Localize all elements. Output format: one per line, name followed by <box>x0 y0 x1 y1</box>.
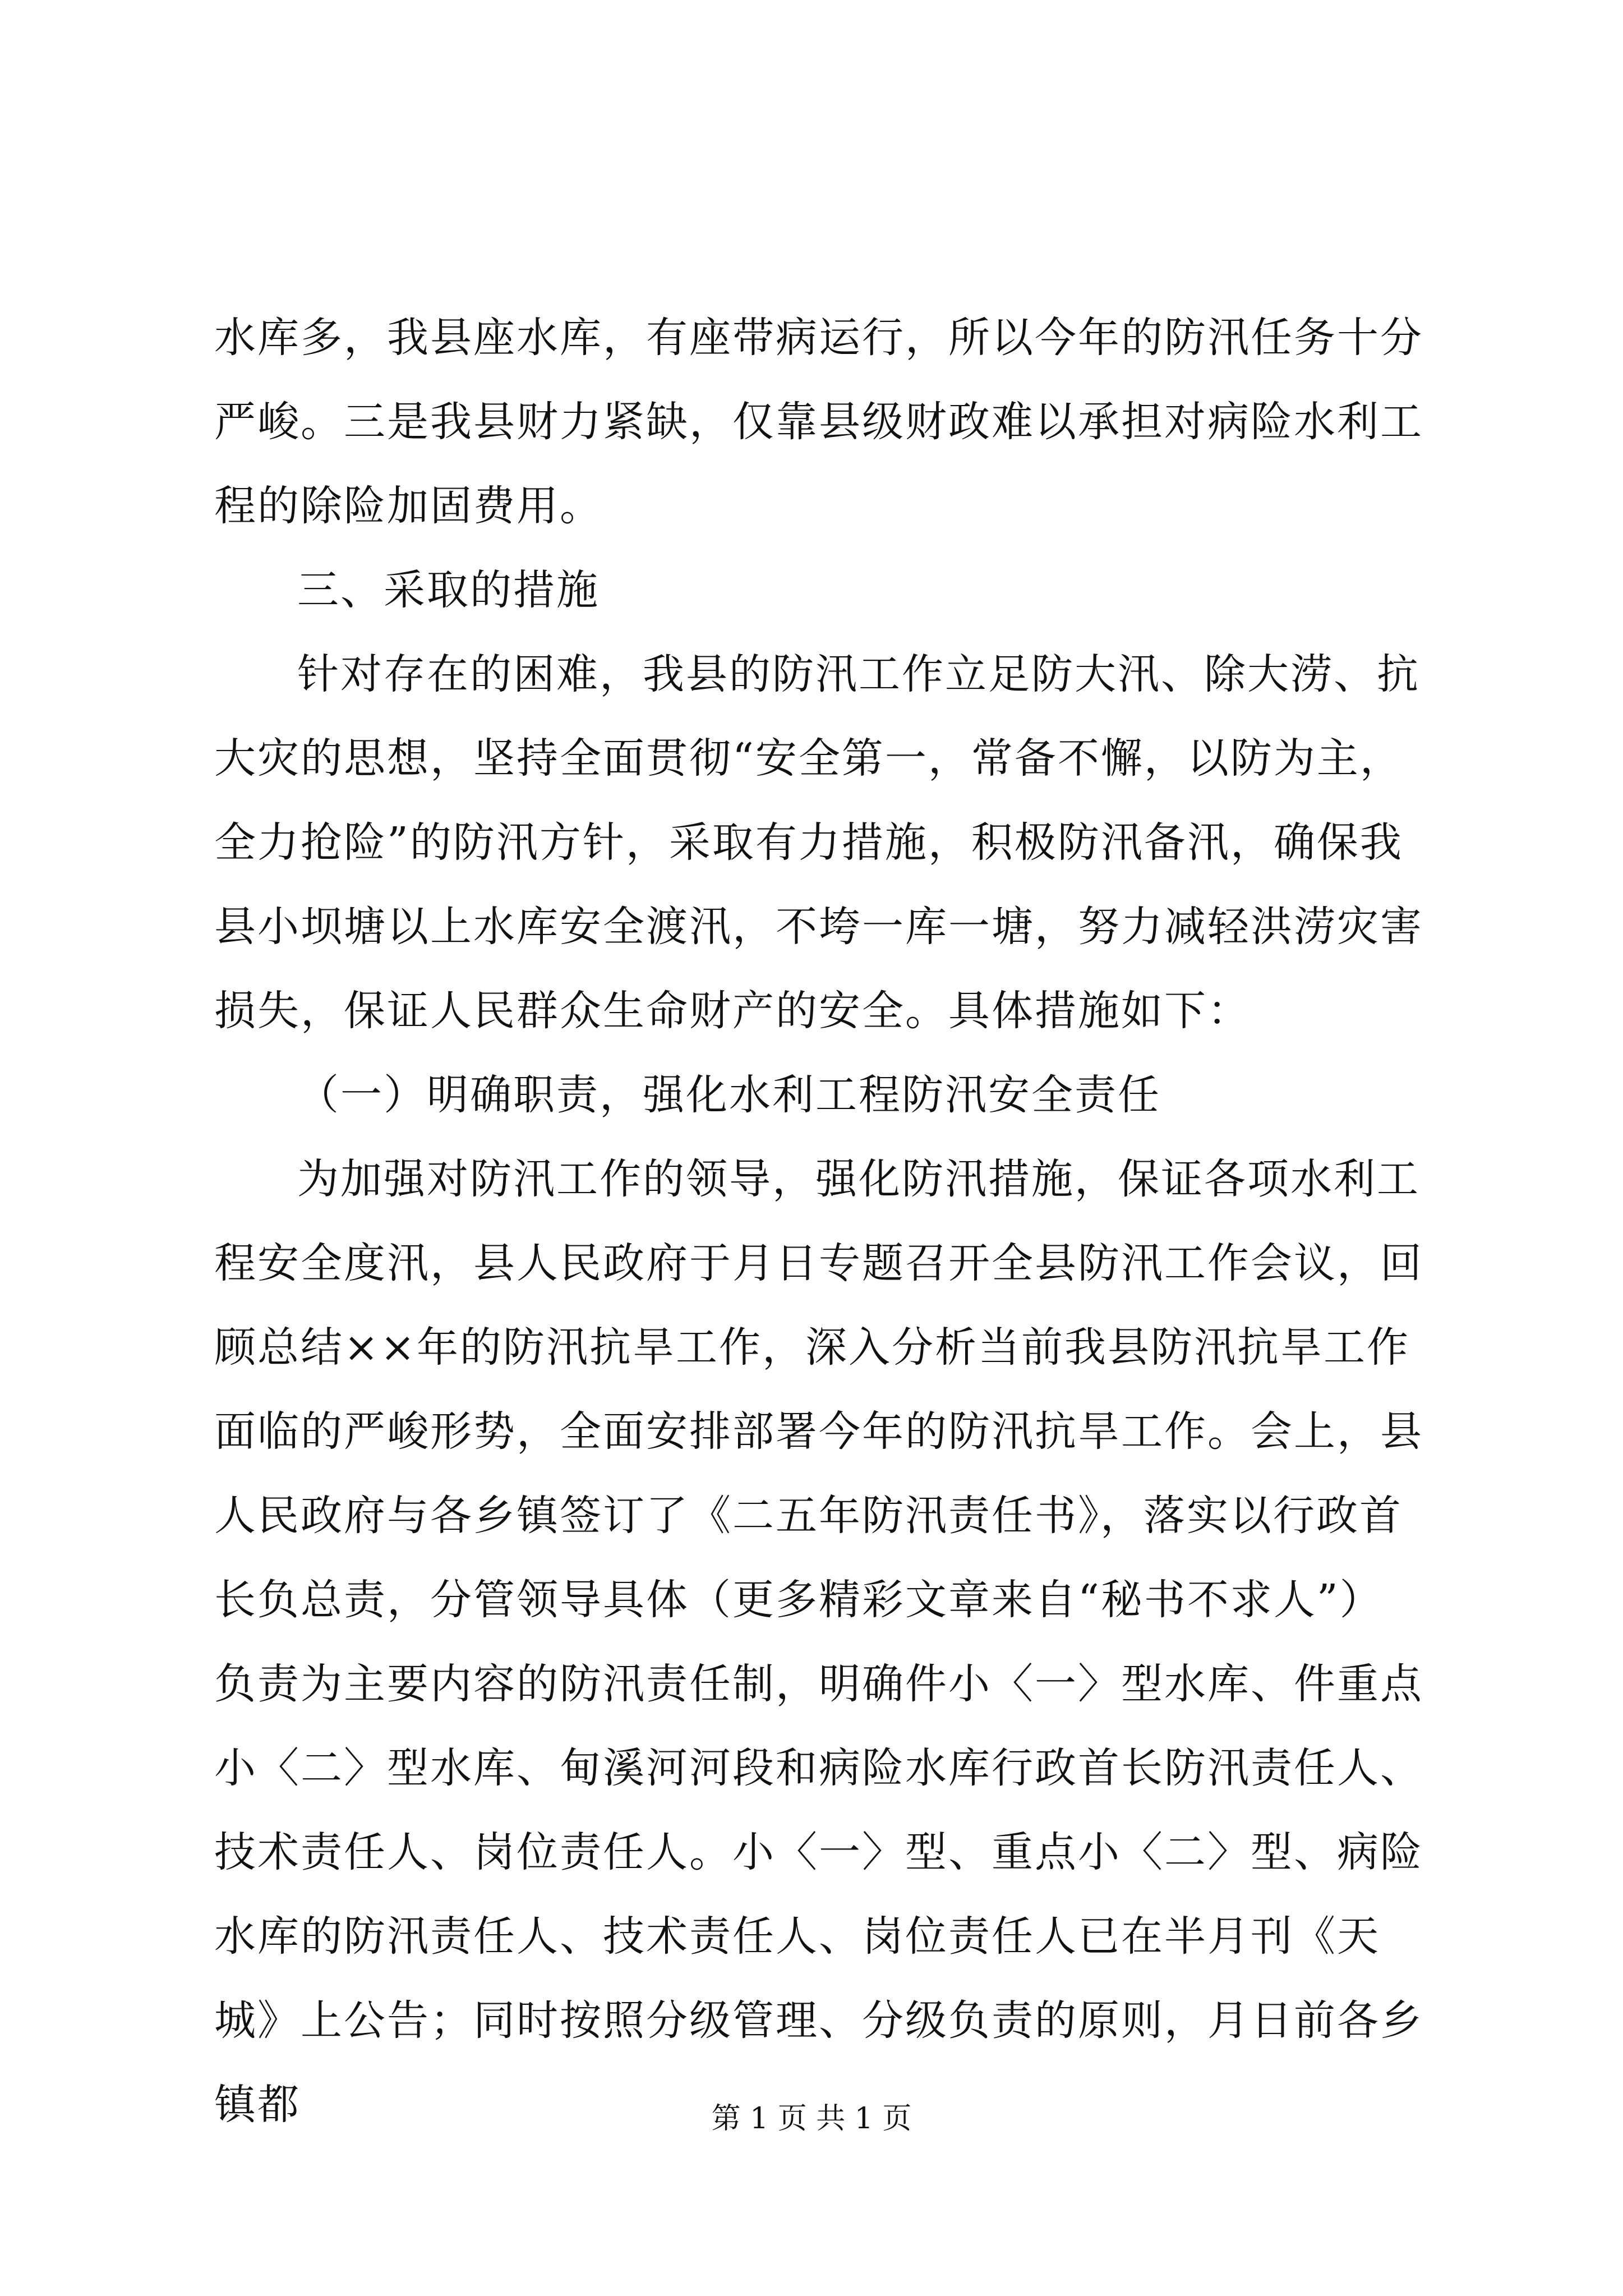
subsection-heading: （一）明确职责，强化水利工程防汛安全责任 <box>297 1071 1161 1119</box>
paragraph-responsibility: 为加强对防汛工作的领导，强化防汛措施，保证各项水利工程安全度汛，县人民政府于月日专题召开全县防汛工作会议，回顾总结××年的防汛抗旱工作，深入分析当前我县防汛抗旱工作面临的严峻形势，全面安排部署今年的防汛抗旱工作。会上，县人民政府与各乡镇签订了《二五年防汛责任书》，落实以行政首长负总责，分管领导具体（更多精彩文章来自“秘书不求人”）负责为主要内容的防汛责任制，明确件小〈一〉型水库、件重点小〈二〉型水库、甸溪河河段和病险水库行政首长防汛责任人、技术责任人、岗位责任人。小〈一〉型、重点小〈二〉型、病险水库的防汛责任人、技术责任人、岗位责任人已在半月刊《天城》上公告；同时按照分级管理、分级负责的原则，月日前各乡镇都 <box>214 1155 1423 2129</box>
paragraph-measures-intro: 针对存在的困难，我县的防汛工作立足防大汛、除大涝、抗大灾的思想，坚持全面贯彻“安全第一，常备不懈，以防为主，全力抢险”的防汛方针，采取有力措施，积极防汛备汛，确保我县小坝塘以上水库安全渡汛，不垮一库一塘，努力减轻洪涝灾害损失，保证人民群众生命财产的安全。具体措施如下： <box>214 650 1423 1035</box>
section-heading: 三、采取的措施 <box>297 566 600 614</box>
paragraph-continuation: 水库多，我县座水库，有座带病运行，所以今年的防汛任务十分严峻。三是我县财力紧缺，仅靠县级财政难以承担对病险水利工程的除险加固费用。 <box>214 314 1423 530</box>
document-body <box>214 296 1426 2147</box>
page-footer: 第 1 页 共 1 页 <box>711 2102 912 2136</box>
